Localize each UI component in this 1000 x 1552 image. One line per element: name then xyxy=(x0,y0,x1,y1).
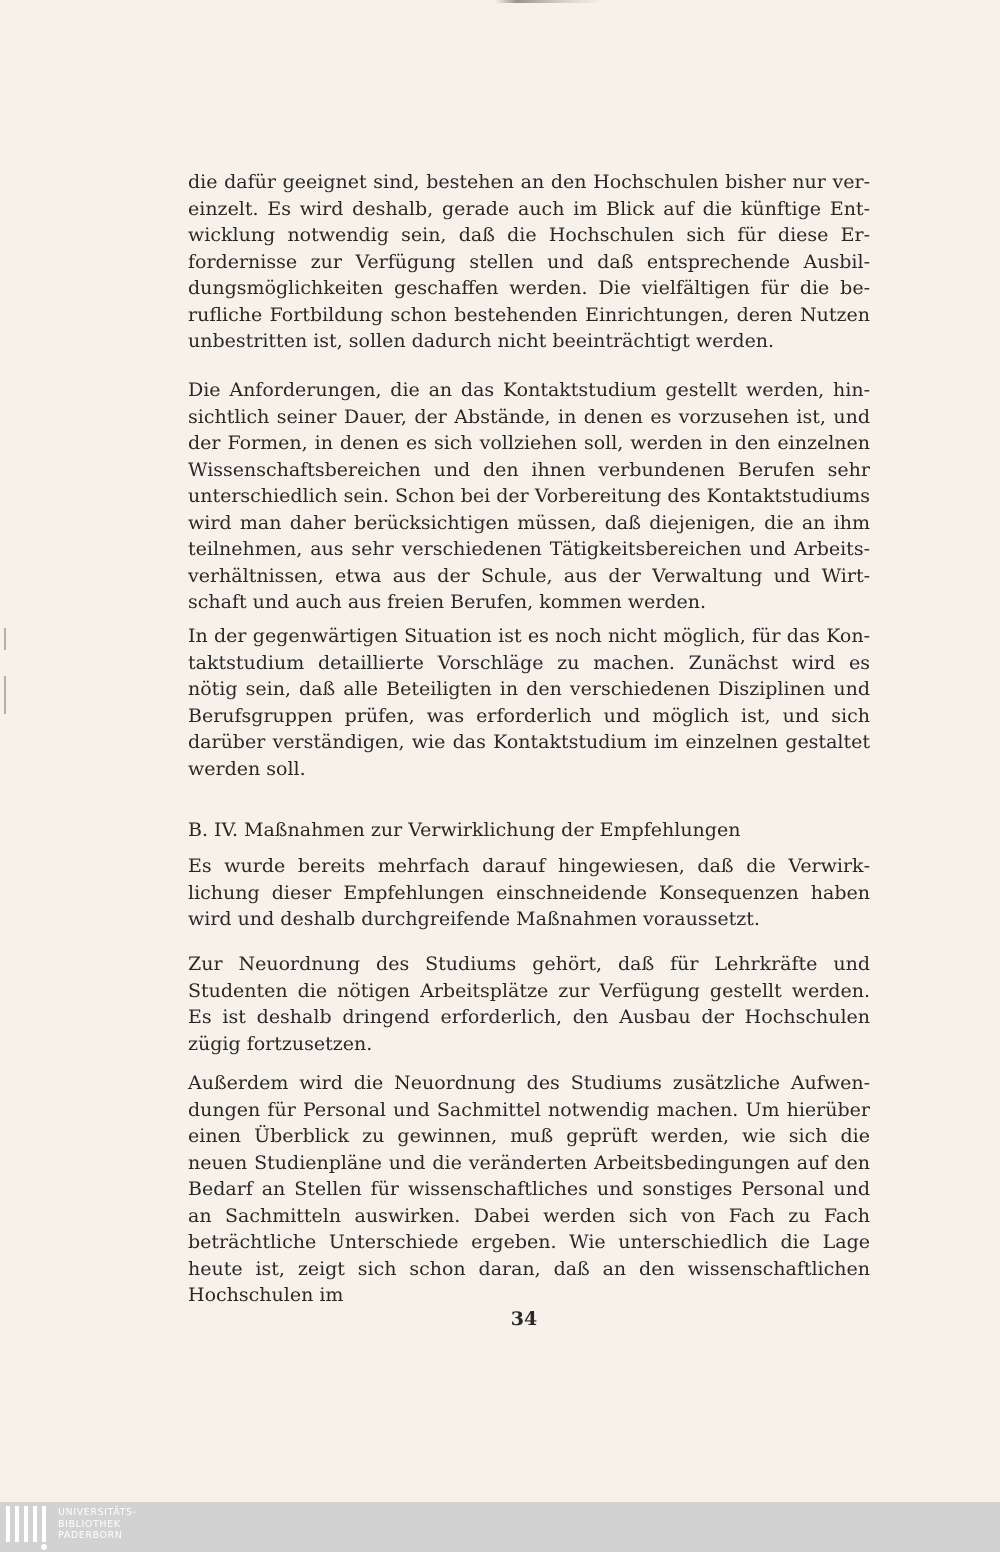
library-footer-bar xyxy=(0,1502,1000,1552)
library-name-line-3: PADERBORN xyxy=(58,1530,123,1541)
paragraph-3: In der gegenwärtigen Situation ist es noch nicht möglich, für das Kontaktstudium detaillierte Vorschläge zu machen. Zunächst wird es nötig sein, daß alle Beteiligten in den verschiedenen Disziplinen und Berufsgruppen prüfen, was erforderlich und möglich ist, und sich darüber verständigen, wie das Kontaktstudium im einzelnen gestaltet werden soll. xyxy=(188,625,870,780)
scan-artifact-top xyxy=(495,0,605,3)
library-name xyxy=(58,1507,137,1542)
library-logo xyxy=(6,1502,137,1552)
section-heading: B. IV. Maßnahmen zur Verwirklichung der Empfehlungen xyxy=(188,819,741,841)
section-paragraph-2: Zur Neuordnung des Studiums gehört, daß für Lehrkräfte und Studenten die nötigen Arbeitsplätze zur Verfügung gestellt werden. Es ist deshalb dringend erforderlich, den Ausbau der Hochschulen zügig fortzusetzen. xyxy=(188,953,870,1055)
library-name-line-1: UNIVERSITÄTS- xyxy=(58,1507,137,1518)
library-name-line-2: BIBLIOTHEK xyxy=(58,1518,121,1530)
section-paragraph-3: Außerdem wird die Neuordnung des Studiums zusätzliche Aufwendungen für Personal und Sachmittel notwendig machen. Um hierüber einen Überblick zu gewinnen, muß geprüft werden, wie sich die neuen Studienpläne und die veränderten Arbeitsbedingungen auf den Bedarf an Stellen für wissenschaftliches und sonstiges Personal und an Sachmitteln auswirken. Dabei werden sich von Fach zu Fach beträchtliche Unterschiede ergeben. Wie unterschiedlich die Lage heute ist, zeigt sich schon daran, daß an den wissenschaftlichen Hochschulen im xyxy=(188,1072,870,1306)
scan-artifact-edge xyxy=(4,676,6,714)
page-number: 34 xyxy=(510,1308,538,1330)
paragraph-2: Die Anforderungen, die an das Kontaktstudium gestellt werden, hinsichtlich seiner Dauer, der Abstände, in denen es vorzusehen ist, und der Formen, in denen es sich vollziehen soll, werden in den einzelnen Wissenschaftsbereichen und den ihnen verbundenen Berufen sehr unterschiedlich sein. Schon bei der Vorbereitung des Kontaktstudiums wird man daher berücksichtigen müssen, daß diejenigen, die an ihm teilnehmen, aus sehr verschiedenen Tätigkeitsbereichen und Arbeitsverhältnissen, etwa aus der Schule, aus der Verwaltung und Wirtschaft und auch aus freien Berufen, kommen werden. xyxy=(188,379,870,613)
paragraph-1: die dafür geeignet sind, bestehen an den Hochschulen bisher nur vereinzelt. Es wird deshalb, gerade auch im Blick auf die künftige Entwicklung notwendig sein, daß die Hochschulen sich für diese Erfordernisse zur Verfügung stellen und daß entsprechende Ausbildungsmöglichkeiten geschaffen werden. Die vielfältigen für die berufliche Fortbildung schon bestehenden Einrichtungen, deren Nutzen unbestritten ist, sollen dadurch nicht beeinträchtigt werden. xyxy=(188,171,870,352)
section-paragraph-1: Es wurde bereits mehrfach darauf hingewiesen, daß die Verwirklichung dieser Empfehlungen einschneidende Konsequenzen haben wird und deshalb durchgreifende Maßnahmen voraussetzt. xyxy=(188,855,870,930)
library-barcode-logo-icon xyxy=(6,1502,48,1552)
scan-artifact-edge xyxy=(4,628,6,650)
